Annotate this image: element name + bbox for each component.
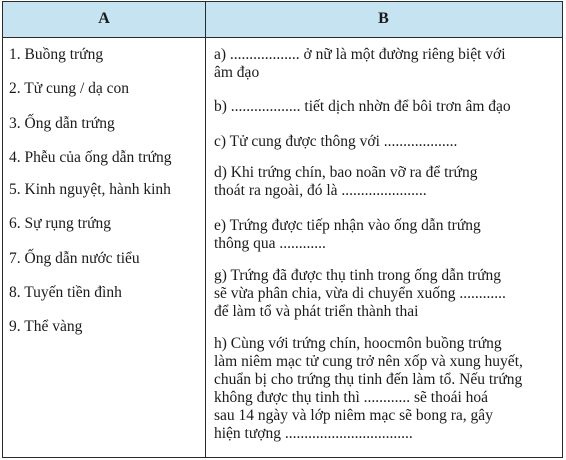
item-line: h) Cùng với trứng chín, hoocmôn buồng trứng [214, 335, 502, 352]
column-a-list [3, 38, 205, 457]
list-item-a-8: 8. Tuyến tiền đình [9, 284, 122, 301]
list-item-a-1: 1. Buồng trứng [9, 46, 104, 63]
item-line: d) Khi trứng chín, bao noãn vỡ ra để trứng [214, 164, 478, 181]
list-item-a-4: 4. Phễu của ống dẫn trứng [9, 149, 172, 166]
list-item-a-6: 6. Sự rụng trứng [9, 215, 112, 232]
table-header [3, 2, 562, 38]
item-line: g) Trứng đã được thụ tinh trong ống dẫn trứng [214, 267, 501, 284]
list-item-b-g [214, 267, 556, 321]
column-b-list [206, 38, 562, 457]
item-line: sẽ vừa phân chia, vừa di chuyển xuống ............ [214, 285, 506, 302]
list-item-b-a [214, 46, 556, 82]
item-line: sau 14 ngày và lớp niêm mạc sẽ bong ra, gây [214, 407, 493, 424]
list-item-b-c [214, 133, 556, 151]
item-line: chuẩn bị cho trứng thụ tinh đến làm tổ. Nếu trứng [214, 371, 523, 388]
item-line: e) Trứng được tiếp nhận vào ống dẫn trứng [214, 217, 481, 234]
column-b-heading: B [378, 10, 389, 27]
item-line: làm niêm mạc tử cung trở nên xốp và xung huyết, [214, 353, 523, 370]
item-line: không được thụ tinh thì ............ sẽ thoái hoá [214, 389, 489, 406]
matching-table [2, 1, 563, 458]
list-item-a-2: 2. Tử cung / dạ con [9, 80, 130, 97]
list-item-a-7: 7. Ống dẫn nước tiểu [9, 250, 140, 267]
list-item-b-d [214, 164, 556, 200]
item-line: b) .................. tiết dịch nhờn để bôi trơn âm đạo [214, 98, 511, 115]
item-line: c) Tử cung được thông với ................... [214, 133, 458, 150]
item-line: thông qua ............ [214, 235, 326, 252]
list-item-b-e [214, 217, 556, 253]
item-line: hiện tượng ................................. [214, 425, 413, 442]
item-line: a) .................. ở nữ là một đường riêng biệt với [214, 46, 506, 63]
item-line: thoát ra ngoài, đó là ...................... [214, 182, 427, 199]
list-item-a-5: 5. Kinh nguyệt, hành kinh [9, 181, 171, 198]
list-item-a-9: 9. Thể vàng [9, 318, 83, 335]
column-a-heading: A [98, 10, 110, 27]
item-line: âm đạo [214, 64, 260, 81]
list-item-b-b [214, 98, 556, 116]
list-item-b-h [214, 335, 556, 443]
list-item-a-3: 3. Ống dẫn trứng [9, 115, 115, 132]
item-line: để làm tổ và phát triển thành thai [214, 303, 419, 320]
